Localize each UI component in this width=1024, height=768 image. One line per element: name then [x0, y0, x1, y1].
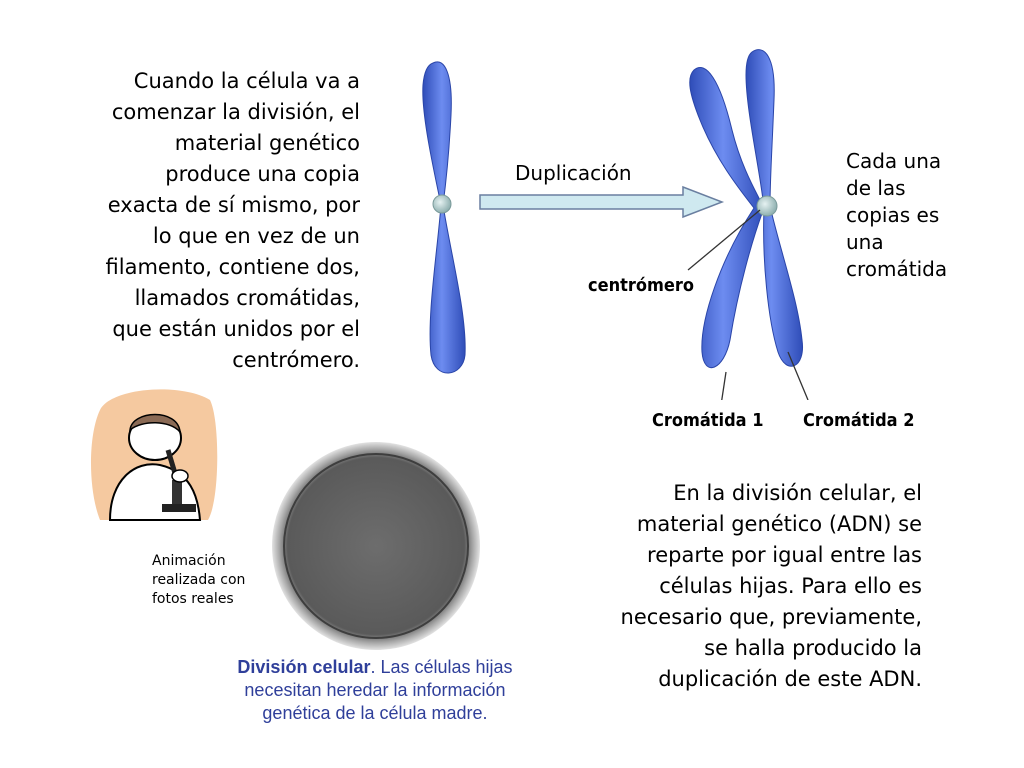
scientist-illustration — [80, 380, 230, 530]
caption-bold: División celular — [237, 657, 371, 677]
animation-note: Animación realizada con fotos reales — [152, 553, 246, 607]
chromatid-1-label: Cromátida 1 — [652, 410, 764, 431]
chromatid-note: Cada una de las copias es una cromátida — [846, 149, 948, 281]
chromatid-2-label: Cromátida 2 — [803, 410, 915, 431]
intro-paragraph: Cuando la célula va a comenzar la división, el material genético produce una copia exacta de sí mismo, por lo que en vez de un filamento, contiene dos, llamados cromátidas, que están unidos por el centrómero. — [105, 69, 360, 372]
single-chromosome — [405, 55, 485, 385]
duplicated-chromosome — [680, 40, 850, 400]
cell-division-caption — [210, 656, 540, 725]
centromere-label: centrómero — [588, 275, 694, 296]
cell-photo — [268, 438, 484, 654]
duplication-label: Duplicación — [515, 161, 632, 185]
bottom-paragraph: En la división celular, el material genético (ADN) se reparte por igual entre las células hijas. Para ello es necesario que, previamente, se halla producido la duplicación de este ADN. — [620, 481, 922, 691]
caption-rest: . Las células hijas necesitan heredar la información genética de la célula madre. — [244, 657, 513, 723]
